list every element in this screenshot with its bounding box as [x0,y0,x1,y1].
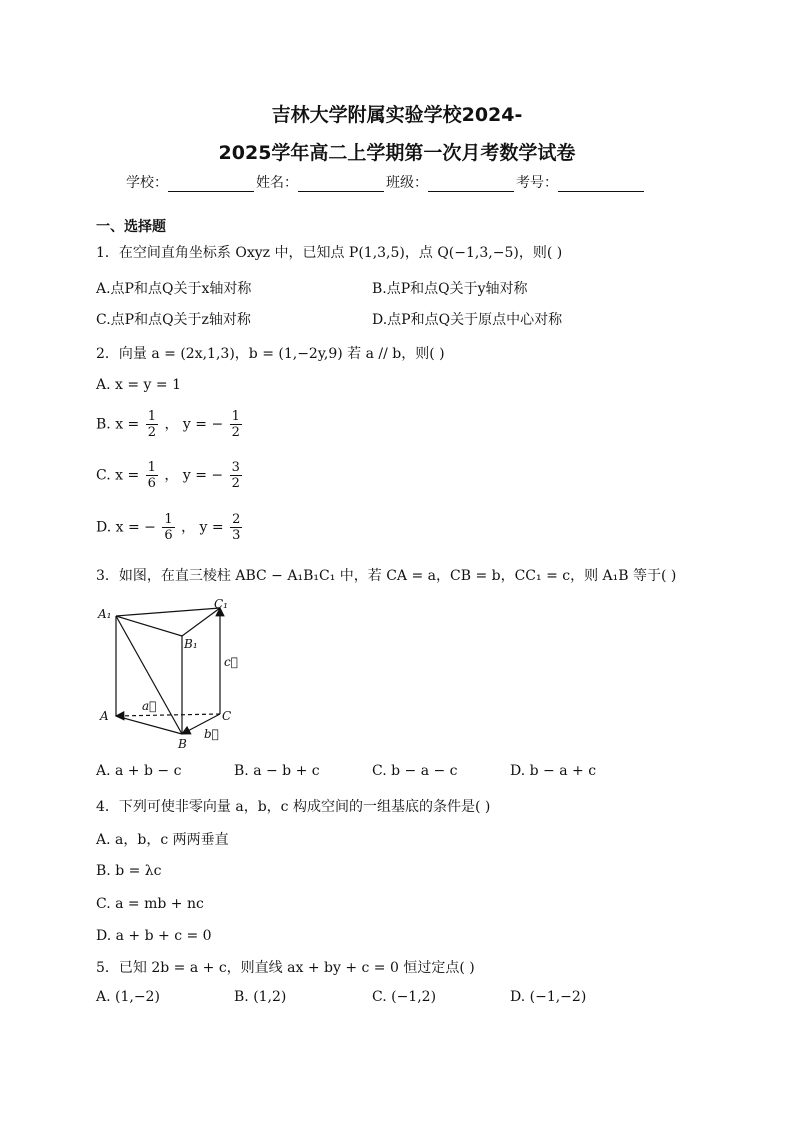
edge-a1-c1 [116,608,220,616]
q2-b-mid: ， y = − [164,416,224,433]
label-vec-c: c⃗ [224,655,238,669]
q2-c-y-fraction [230,460,242,491]
number-blank [558,177,644,192]
q2-b-prefix: B. x = [96,416,140,433]
q5-option-b: B. (1,2) [234,989,287,1005]
class-blank [428,177,514,192]
q2-d-mid: ， y = [181,519,224,536]
fraction-numerator: 1 [164,512,173,527]
q3-option-d: D. b − a + c [510,763,597,779]
q2-d-y-fraction [230,512,242,543]
q4-stem: 4．下列可使非零向量 a，b，c 构成空间的一组基底的条件是( ) [96,799,491,815]
school-label: 学校： [126,175,168,191]
edge-b1-c1 [182,608,220,636]
q4-option-b: B. b = λc [96,863,162,879]
q2-b-x-fraction [146,409,158,440]
q4-option-c: C. a = mb + nc [96,896,204,912]
q3-stem: 3．如图，在直三棱柱 ABC − A₁B₁C₁ 中，若 CA = a，CB = b，CC₁ = c，则 A₁B 等于( ) [96,568,677,584]
q2-c-prefix: C. x = [96,467,140,484]
q3-option-c: C. b − a − c [372,763,458,779]
q1-option-d: D.点P和点Q关于原点中心对称 [372,312,563,328]
school-blank [168,177,254,192]
fraction-numerator: 3 [231,460,240,475]
section-title: 一、选择题 [96,219,166,235]
label-c1: C₁ [214,597,228,611]
title-line-1: 吉林大学附属实验学校2024- [271,104,523,126]
fraction-numerator: 1 [147,409,156,424]
fraction-denominator: 2 [231,425,240,440]
vector-a-arrow [116,714,220,716]
q2-d-prefix: D. x = − [96,519,156,536]
q2-d-x-fraction [162,512,174,543]
q5-option-c: C. (−1,2) [372,989,437,1005]
q4-option-a: A. a，b，c 两两垂直 [96,832,229,848]
q5-option-a: A. (1,−2) [96,989,160,1005]
q2-b-y-fraction [230,409,242,440]
q1-option-a: A.点P和点Q关于x轴对称 [96,281,252,297]
q5-option-d: D. (−1,−2) [510,989,587,1005]
q3-option-b: B. a − b + c [234,763,320,779]
label-c: C [222,709,232,723]
class-label: 班级： [386,175,428,191]
edge-a-b [116,716,182,734]
q5-stem: 5．已知 2b = a + c，则直线 ax + by + c = 0 恒过定点( ) [96,960,475,976]
q1-option-b: B.点P和点Q关于y轴对称 [372,281,528,297]
fraction-numerator: 1 [147,460,156,475]
title-line-2: 2025学年高二上学期第一次月考数学试卷 [218,142,576,164]
label-a: A [100,709,109,723]
label-vec-a: a⃗ [142,699,157,713]
q2-option-a: A. x = y = 1 [96,377,181,393]
fraction-numerator: 1 [231,409,240,424]
name-label: 姓名： [256,175,298,191]
label-b1: B₁ [184,637,198,651]
label-b: B [178,737,187,751]
label-a1: A₁ [98,607,112,621]
prism-figure [94,596,254,756]
q2-option-d [96,512,244,543]
name-blank [298,177,384,192]
fraction-denominator: 6 [164,528,173,543]
q2-option-c [96,460,244,491]
q2-option-b [96,409,244,440]
q2-c-mid: ， y = − [164,467,224,484]
student-info-row [126,172,646,192]
label-vec-b: b⃗ [204,727,219,741]
fraction-denominator: 2 [147,425,156,440]
fraction-denominator: 6 [147,476,156,491]
q1-option-c: C.点P和点Q关于z轴对称 [96,312,251,328]
q2-c-x-fraction [146,460,158,491]
q2-stem: 2．向量 a = (2x,1,3)，b = (1,−2y,9) 若 a // b，则( ) [96,346,445,362]
fraction-denominator: 3 [232,528,241,543]
q1-stem: 1．在空间直角坐标系 Oxyz 中，已知点 P(1,3,5)，点 Q(−1,3,−5)，则( ) [96,245,563,261]
fraction-denominator: 2 [231,476,240,491]
fraction-numerator: 2 [232,512,241,527]
q4-option-d: D. a + b + c = 0 [96,928,212,944]
q3-option-a: A. a + b − c [96,763,182,779]
number-label: 考号： [516,175,558,191]
